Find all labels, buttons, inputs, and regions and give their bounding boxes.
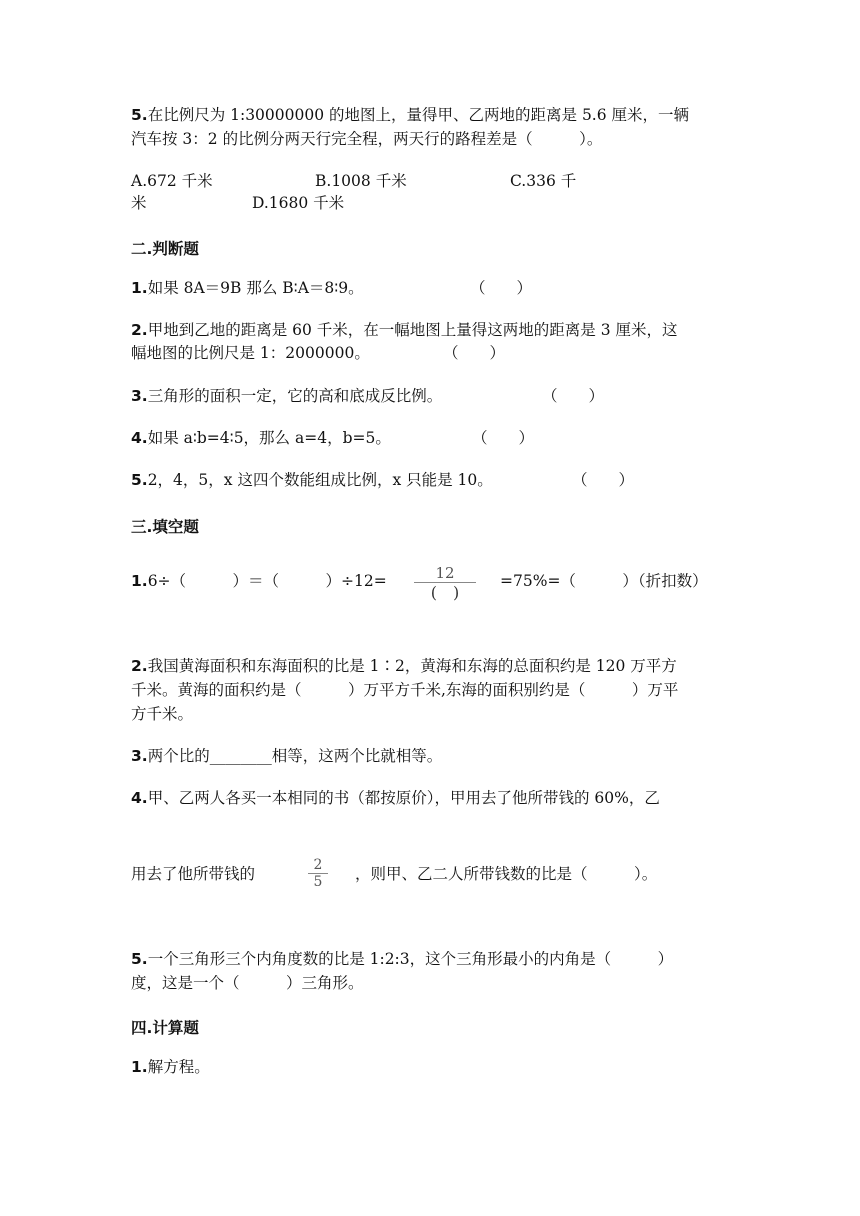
fraction-numerator: 12 [435,564,455,582]
judge-q1-blank: （ ） [470,279,533,297]
fraction-denominator: 5 [313,874,323,890]
fill-q5-line1: 5.一个三角形三个内角度数的比是 1:2:3，这个三角形最小的内角是（ ） [131,950,674,968]
option-b: B.1008 千米 [315,172,407,190]
option-c: C.336 千 [510,172,577,190]
judge-q3-blank: （ ） [542,387,605,405]
fill-q4-fraction [308,857,328,890]
option-c-continued: 米 [131,194,147,212]
judge-q3: 3.三角形的面积一定，它的高和底成反比例。 [131,387,443,405]
fill-q2-line2: 千米。黄海的面积约是（ ）万平方千米,东海的面积别约是（ ）万平 [131,681,679,699]
option-a: A.672 千米 [131,172,213,190]
section-2-title: 二.判断题 [131,240,199,258]
question-5-line2: 汽车按 3：2 的比例分两天行完全程，两天行的路程差是（ ）。 [131,130,603,148]
fill-q4-line2b: ，则甲、乙二人所带钱数的比是（ ）。 [355,865,658,883]
judge-q2-blank: （ ） [443,344,506,362]
judge-q4-blank: （ ） [472,429,535,447]
judge-q2-line2: 幅地图的比例尺是 1：2000000。 [131,344,370,362]
fill-q1-part2: =75%=（ ）（折扣数） [500,572,708,590]
option-d: D.1680 千米 [252,194,345,212]
judge-q4: 4.如果 a∶b=4∶5，那么 a=4，b=5。 [131,429,391,447]
fraction-denominator: ( ) [430,583,460,602]
fill-q1-part1: 1.6÷（ ）＝（ ）÷12= [131,572,387,590]
fill-q4-line1: 4.甲、乙两人各买一本相同的书（都按原价），甲用去了他所带钱的 60%，乙 [131,789,660,807]
section-3-title: 三.填空题 [131,518,199,536]
section-4-title: 四.计算题 [131,1019,199,1037]
fill-q5-line2: 度，这是一个（ ）三角形。 [131,974,364,992]
judge-q2-line1: 2.甲地到乙地的距离是 60 千米，在一幅地图上量得这两地的距离是 3 厘米，这 [131,321,678,339]
fill-q2-line1: 2.我国黄海面积和东海面积的比是 1∶2，黄海和东海的总面积约是 120 万平方 [131,657,677,675]
calc-q1: 1.解方程。 [131,1058,210,1076]
fill-q2-line3: 方千米。 [131,705,194,723]
fill-q1-fraction [414,564,476,603]
judge-q5-blank: （ ） [572,471,635,489]
fraction-numerator: 2 [313,857,323,873]
fill-q4-line2a: 用去了他所带钱的 [131,865,256,883]
question-5-line1: 5.在比例尺为 1:30000000 的地图上，量得甲、乙两地的距离是 5.6 厘米，一辆 [131,106,690,124]
fill-q3: 3.两个比的________相等，这两个比就相等。 [131,747,443,765]
judge-q1: 1.如果 8A＝9B 那么 B∶A＝8∶9。 [131,279,364,297]
judge-q5: 5.2，4，5，x 这四个数能组成比例，x 只能是 10。 [131,471,493,489]
